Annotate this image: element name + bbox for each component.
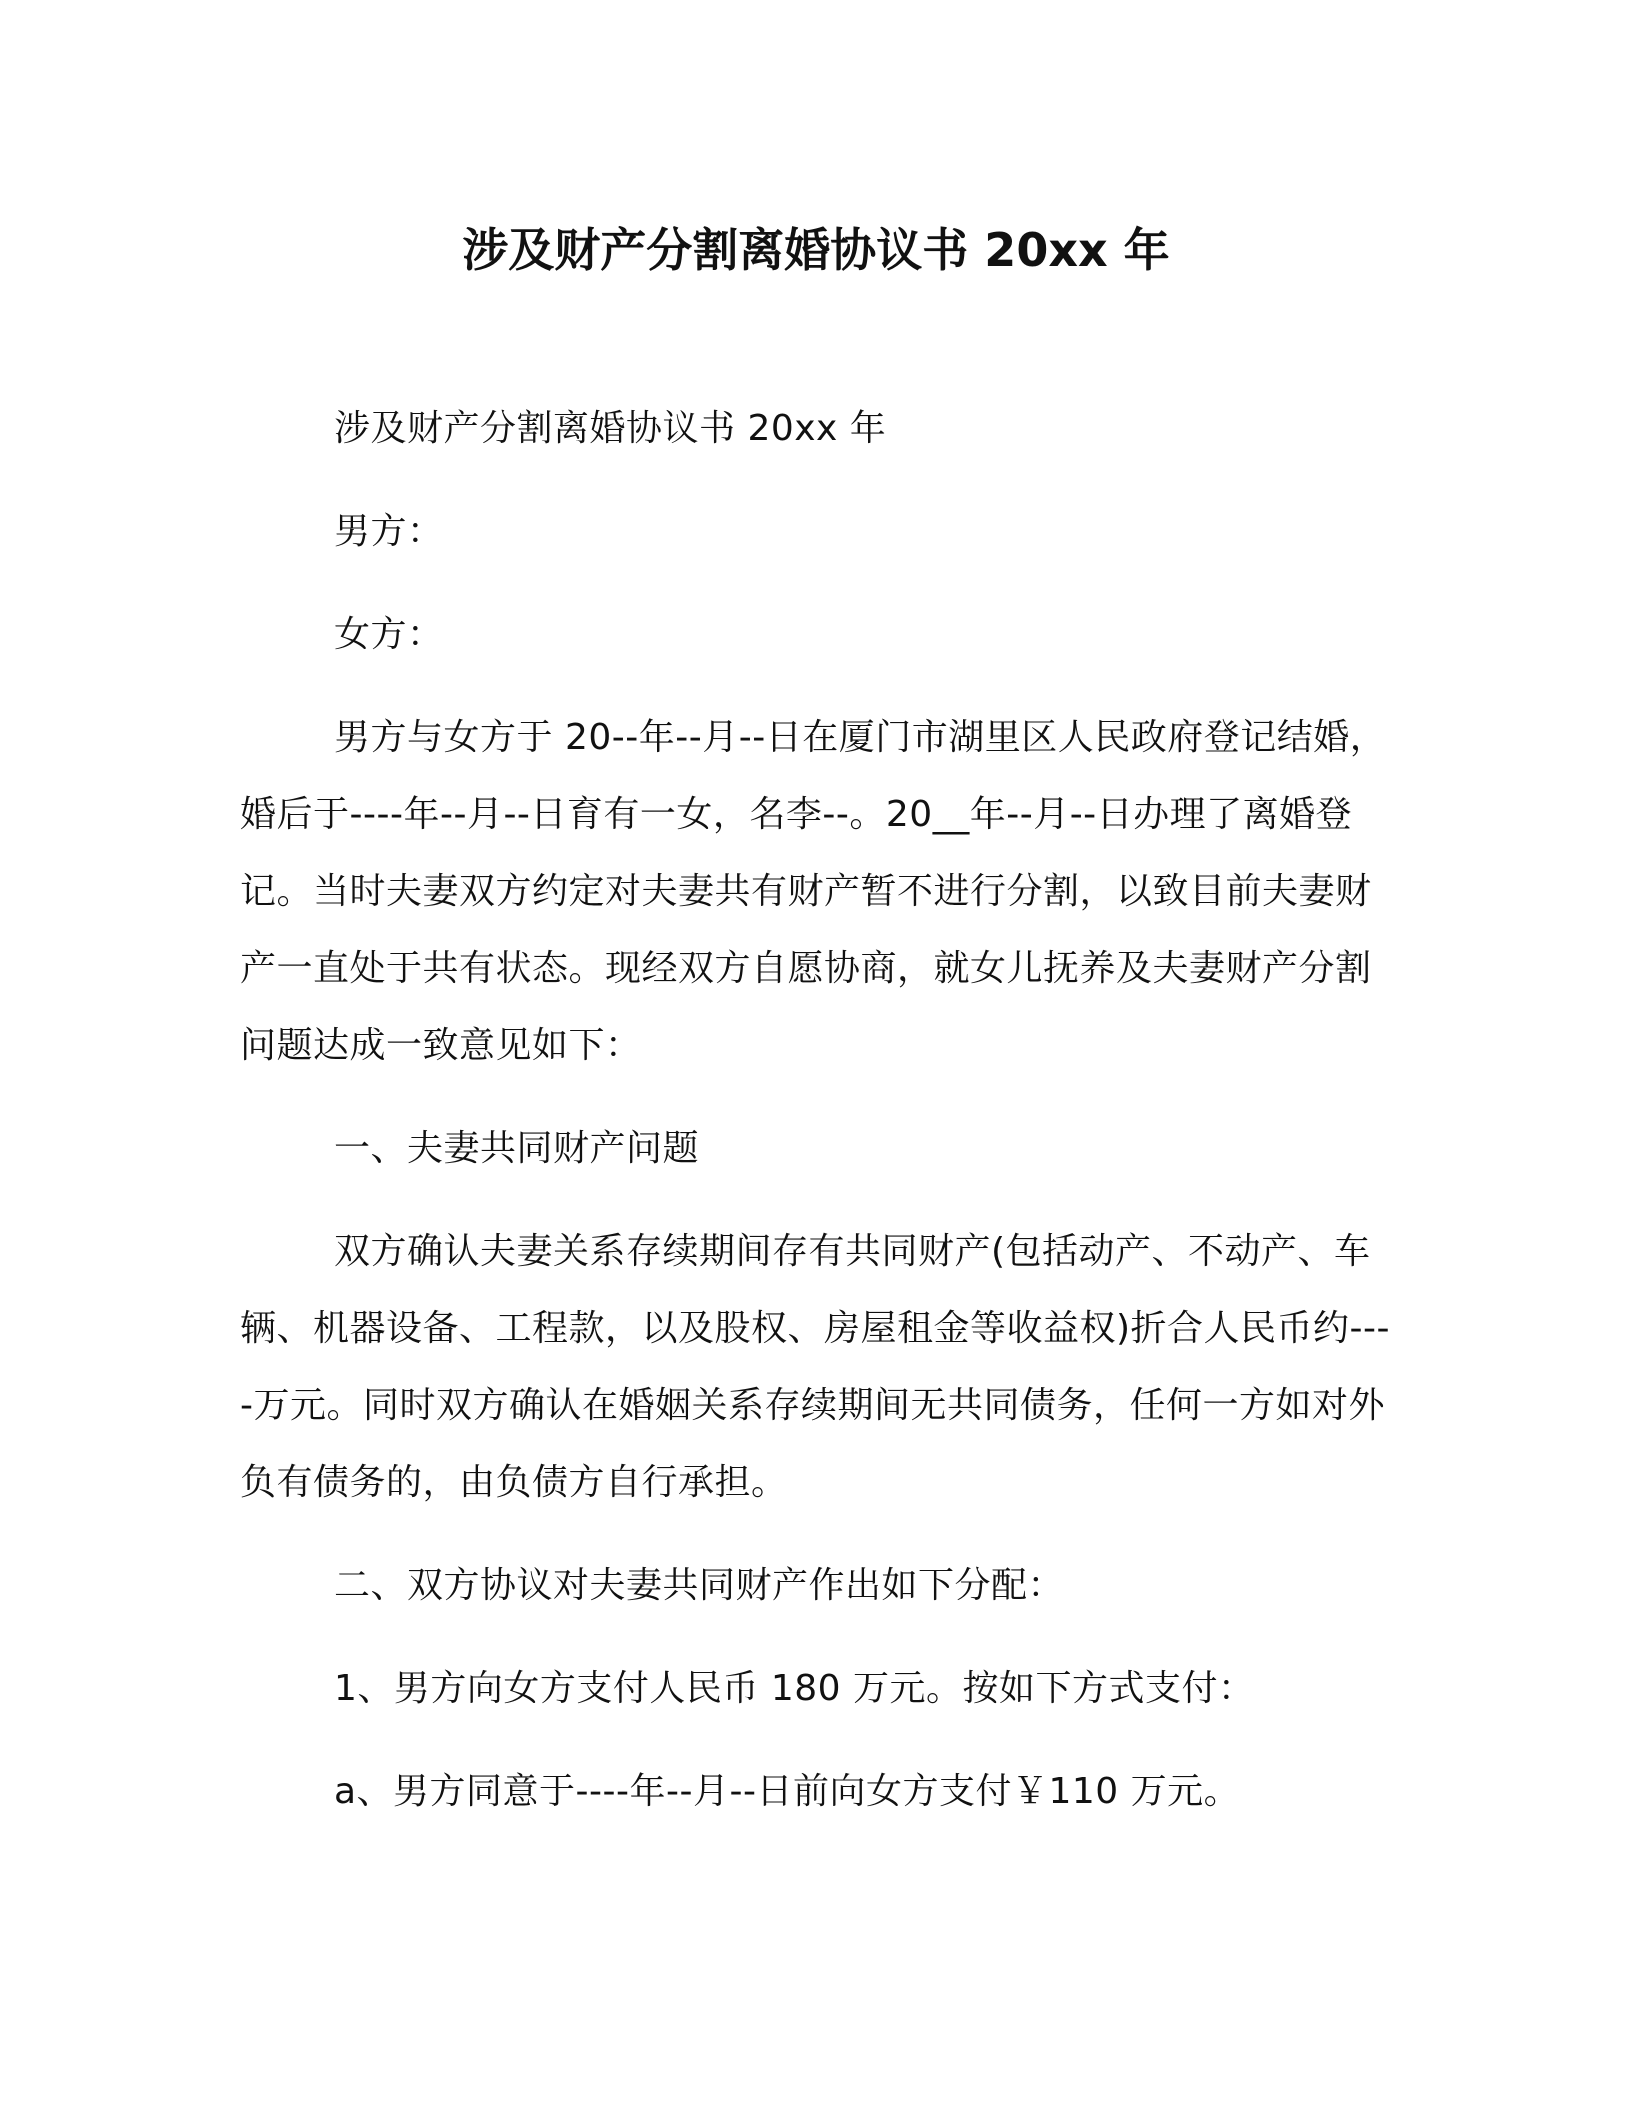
document-body [240, 390, 1396, 1830]
paragraph-joint-property: 双方确认夫妻关系存续期间存有共同财产(包括动产、不动产、车辆、机器设备、工程款，以及股权、房屋租金等收益权)折合人民币约----万元。同时双方确认在婚姻关系存续期间无共同债务，任何一方如对外负有债务的，由负债方自行承担。 [240, 1231, 1391, 1503]
paragraph-payment-item-1: 1、男方向女方支付人民币 180 万元。按如下方式支付： [334, 1668, 1255, 1709]
paragraph-subtitle: 涉及财产分割离婚协议书 20xx 年 [334, 408, 887, 449]
paragraph-male-party: 男方： [334, 511, 444, 552]
paragraph-payment-item-a: a、男方同意于----年--月--日前向女方支付￥110 万元。 [334, 1771, 1241, 1812]
section-heading-joint-property: 一、夫妻共同财产问题 [334, 1128, 700, 1169]
paragraph-background: 男方与女方于 20--年--月--日在厦门市湖里区人民政府登记结婚，婚后于----年--月--日育有一女，名李--。20__年--月--日办理了离婚登记。当时夫妻双方约定对夫妻共有财产暂不进行分割，以致目前夫妻财产一直处于共有状态。现经双方自愿协商，就女儿抚养及夫妻财产分割问题达成一致意见如下： [240, 717, 1387, 1066]
document-title: 涉及财产分割离婚协议书 20xx 年 [462, 223, 1170, 277]
section-heading-allocation: 二、双方协议对夫妻共同财产作出如下分配： [334, 1565, 1065, 1606]
paragraph-female-party: 女方： [334, 614, 444, 655]
